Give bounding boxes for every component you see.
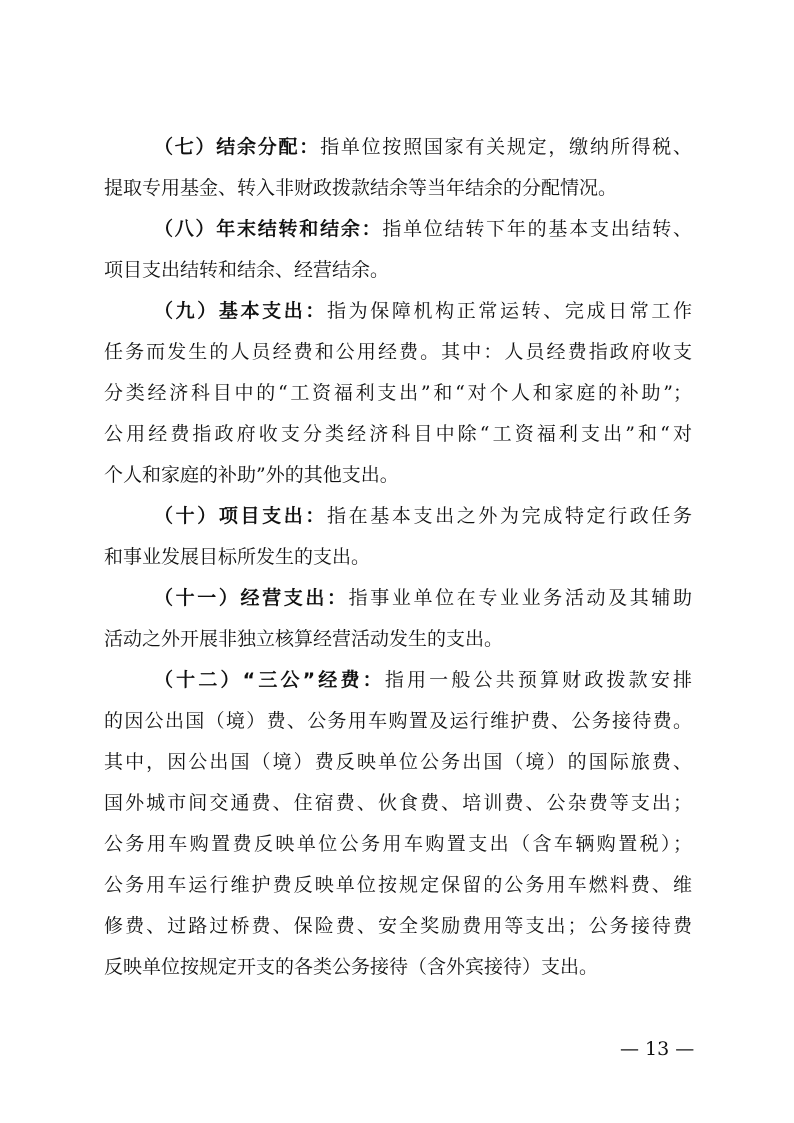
paragraph-line: （十二）“三公”经费：指用一般公共预算财政拨款安排 xyxy=(154,669,692,691)
paragraph-heading: （七）结余分配： xyxy=(154,136,321,158)
paragraph-line: 和事业发展目标所发生的支出。 xyxy=(104,546,371,568)
paragraph-line: （九）基本支出：指为保障机构正常运转、完成日常工作 xyxy=(154,300,692,322)
paragraph-surplus-distribution xyxy=(104,127,692,209)
paragraph-line: （七）结余分配：指单位按照国家有关规定，缴纳所得税、 xyxy=(154,136,692,158)
paragraph-line: 任务而发生的人员经费和公用经费。其中：人员经费指政府收支 xyxy=(104,341,692,363)
paragraph-line: 公务用车购置费反映单位公务用车购置支出（含车辆购置税）； xyxy=(104,833,692,855)
paragraph-line: 个人和家庭的补助”外的其他支出。 xyxy=(104,464,399,486)
paragraph-line: 反映单位按规定开支的各类公务接待（含外宾接待）支出。 xyxy=(104,956,599,978)
paragraph-basic-expenditure xyxy=(104,291,692,496)
paragraph-line: 修费、过路过桥费、保险费、安全奖励费用等支出；公务接待费 xyxy=(104,915,692,937)
paragraph-line: 活动之外开展非独立核算经营活动发生的支出。 xyxy=(104,628,504,650)
paragraph-line: 其中，因公出国（境）费反映单位公务出国（境）的国际旅费、 xyxy=(104,751,692,773)
paragraph-line: 分类经济科目中的“工资福利支出”和“对个人和家庭的补助”； xyxy=(104,382,692,404)
paragraph-line: 项目支出结转和结余、经营结余。 xyxy=(104,259,390,281)
paragraph-project-expenditure xyxy=(104,496,692,578)
paragraph-heading: （九）基本支出： xyxy=(154,300,327,322)
paragraph-line: （八）年末结转和结余：指单位结转下年的基本支出结转、 xyxy=(154,218,692,240)
paragraph-heading: （十）项目支出： xyxy=(154,505,327,527)
page-number: — 13 — xyxy=(620,1038,695,1060)
paragraph-year-end-carryover xyxy=(104,209,692,291)
paragraph-line: 提取专用基金、转入非财政拨款结余等当年结余的分配情况。 xyxy=(104,177,618,199)
paragraph-heading: （十二）“三公”经费： xyxy=(154,669,385,691)
paragraph-line: 公务用车运行维护费反映单位按规定保留的公务用车燃料费、维 xyxy=(104,874,692,896)
paragraph-line: （十）项目支出：指在基本支出之外为完成特定行政任务 xyxy=(154,505,692,527)
paragraph-line: （十一）经营支出：指事业单位在专业业务活动及其辅助 xyxy=(154,587,692,609)
paragraph-heading: （八）年末结转和结余： xyxy=(154,218,383,240)
paragraph-operating-expenditure xyxy=(104,578,692,660)
paragraph-line: 的因公出国（境）费、公务用车购置及运行维护费、公务接待费。 xyxy=(104,710,692,732)
document-body xyxy=(104,127,692,988)
paragraph-line: 国外城市间交通费、住宿费、伙食费、培训费、公杂费等支出； xyxy=(104,792,692,814)
paragraph-three-public-expenses xyxy=(104,660,692,988)
paragraph-line: 公用经费指政府收支分类经济科目中除“工资福利支出”和“对 xyxy=(104,423,692,445)
paragraph-heading: （十一）经营支出： xyxy=(154,587,349,609)
